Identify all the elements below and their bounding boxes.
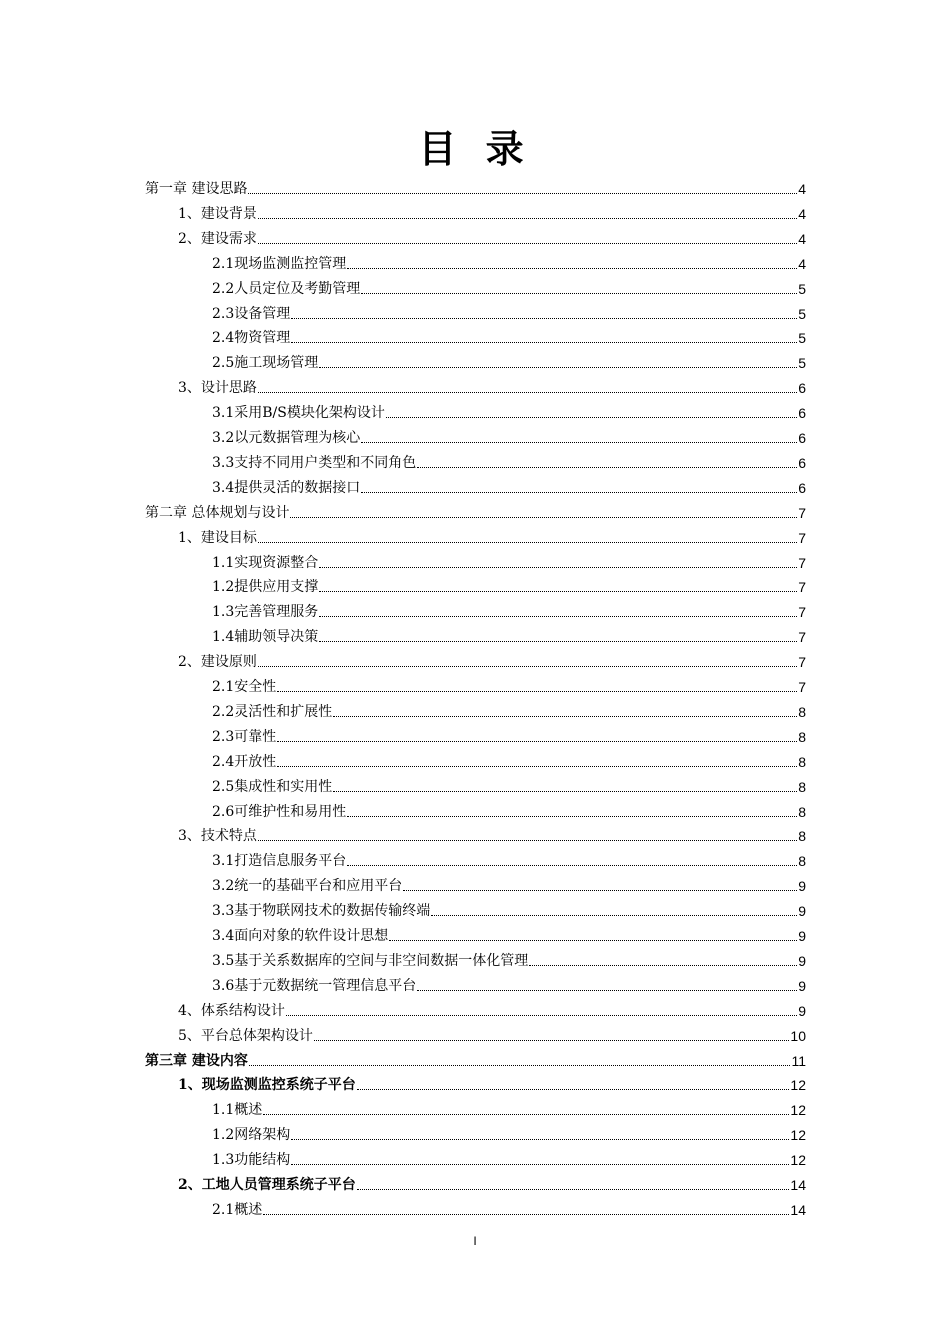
toc-entry-page-number: 8 bbox=[798, 753, 806, 770]
toc-entry[interactable] bbox=[145, 498, 806, 522]
toc-entry[interactable] bbox=[178, 523, 806, 547]
dot-leader bbox=[357, 1189, 790, 1190]
toc-entry[interactable] bbox=[178, 1170, 806, 1194]
toc-entry-page-number: 8 bbox=[798, 828, 806, 845]
toc-entry-label: 1.3完善管理服务 bbox=[212, 604, 319, 621]
toc-entry[interactable] bbox=[178, 373, 806, 397]
dot-leader bbox=[319, 567, 797, 568]
toc-entry-page-number: 8 bbox=[798, 778, 806, 795]
toc-entry-page-number: 8 bbox=[798, 803, 806, 820]
toc-entry-page-number: 4 bbox=[798, 255, 806, 272]
toc-entry-page-number: 8 bbox=[798, 728, 806, 745]
toc-entry[interactable] bbox=[178, 199, 806, 223]
toc-entry-label: 2.2灵活性和扩展性 bbox=[212, 703, 333, 720]
toc-entry[interactable] bbox=[212, 1145, 806, 1169]
toc-entry-page-number: 6 bbox=[798, 454, 806, 471]
toc-entry[interactable] bbox=[212, 772, 806, 796]
toc-entry-page-number: 6 bbox=[798, 430, 806, 446]
dot-leader bbox=[291, 1139, 789, 1140]
toc-entry-page-number: 5 bbox=[798, 330, 806, 347]
dot-leader bbox=[263, 1214, 789, 1215]
dot-leader bbox=[333, 716, 797, 717]
toc-entry[interactable] bbox=[212, 398, 806, 422]
toc-entry-page-number: 9 bbox=[798, 952, 806, 969]
toc-entry[interactable] bbox=[212, 971, 806, 995]
toc-entry-label: 5、平台总体架构设计 bbox=[178, 1027, 313, 1044]
toc-entry-page-number: 10 bbox=[790, 1027, 806, 1044]
toc-entry[interactable] bbox=[212, 423, 806, 447]
toc-entry-label: 2、建设需求 bbox=[178, 230, 257, 247]
dot-leader bbox=[319, 591, 797, 592]
toc-entry[interactable] bbox=[212, 921, 806, 945]
toc-entry-page-number: 7 bbox=[798, 504, 806, 521]
toc-entry-label: 第二章 总体规划与设计 bbox=[145, 504, 290, 521]
toc-entry-page-number: 6 bbox=[798, 380, 806, 397]
toc-entry-label: 3、设计思路 bbox=[178, 380, 257, 397]
toc-entry-page-number: 7 bbox=[798, 529, 806, 546]
toc-entry-page-number: 7 bbox=[798, 604, 806, 621]
toc-entry-page-number: 11 bbox=[791, 1052, 806, 1069]
dot-leader bbox=[529, 965, 797, 966]
dot-leader bbox=[389, 940, 797, 941]
toc-entry-page-number: 12 bbox=[790, 1127, 806, 1144]
dot-leader bbox=[258, 542, 797, 543]
toc-entry-label: 3.3支持不同用户类型和不同角色 bbox=[212, 454, 417, 471]
toc-entry-page-number: 4 bbox=[798, 181, 806, 197]
toc-entry-page-number: 7 bbox=[798, 679, 806, 695]
toc-entry[interactable] bbox=[212, 747, 806, 771]
toc-entry-label: 1.1实现资源整合 bbox=[212, 554, 319, 571]
toc-entry-label: 3.6基于元数据统一管理信息平台 bbox=[212, 977, 417, 994]
toc-entry[interactable] bbox=[178, 224, 806, 248]
toc-entry-page-number: 14 bbox=[790, 1201, 806, 1218]
toc-entry-page-number: 9 bbox=[798, 928, 806, 944]
toc-entry-label: 2.2人员定位及考勤管理 bbox=[212, 280, 361, 297]
dot-leader bbox=[258, 218, 797, 219]
toc-entry[interactable] bbox=[212, 323, 806, 347]
toc-entry-page-number: 12 bbox=[790, 1152, 806, 1169]
toc-entry-page-number: 9 bbox=[798, 903, 806, 920]
toc-entry[interactable] bbox=[212, 299, 806, 323]
toc-entry-page-number: 6 bbox=[798, 479, 806, 496]
dot-leader bbox=[361, 442, 797, 443]
toc-entry-label: 第一章 建设思路 bbox=[145, 181, 248, 197]
toc-entry-page-number: 7 bbox=[798, 554, 806, 571]
dot-leader bbox=[291, 342, 797, 343]
toc-entry[interactable] bbox=[212, 697, 806, 721]
dot-leader bbox=[290, 517, 797, 518]
toc-entry-label: 2.1概述 bbox=[212, 1201, 263, 1218]
dot-leader bbox=[333, 791, 797, 792]
toc-entry-page-number: 7 bbox=[798, 629, 806, 646]
toc-entry-page-number: 12 bbox=[790, 1077, 806, 1094]
toc-entry-label: 1.3功能结构 bbox=[212, 1152, 291, 1169]
toc-entry-page-number: 9 bbox=[798, 878, 806, 895]
toc-entry-label: 2.4物资管理 bbox=[212, 330, 291, 347]
toc-entry[interactable] bbox=[212, 871, 806, 895]
toc-entry-label: 3.3基于物联网技术的数据传输终端 bbox=[212, 903, 431, 920]
toc-entry[interactable] bbox=[178, 647, 806, 671]
dot-leader bbox=[417, 990, 797, 991]
toc-entry-page-number: 7 bbox=[798, 654, 806, 671]
toc-entry[interactable] bbox=[145, 1046, 806, 1070]
toc-entry-page-number: 12 bbox=[790, 1102, 806, 1119]
toc-entry[interactable] bbox=[212, 672, 806, 696]
dot-leader bbox=[248, 193, 797, 194]
toc-entry-page-number: 9 bbox=[798, 977, 806, 994]
toc-entry[interactable] bbox=[212, 846, 806, 870]
toc-entry-label: 3.5基于关系数据库的空间与非空间数据一体化管理 bbox=[212, 952, 529, 969]
dot-leader bbox=[361, 492, 797, 493]
dot-leader bbox=[361, 293, 797, 294]
dot-leader bbox=[386, 417, 797, 418]
toc-entry-label: 2.4开放性 bbox=[212, 753, 277, 770]
toc-entry-label: 1.2提供应用支撑 bbox=[212, 579, 319, 596]
toc-entry[interactable] bbox=[212, 1195, 806, 1219]
toc-entry[interactable] bbox=[145, 174, 806, 198]
toc-entry-page-number: 8 bbox=[798, 853, 806, 870]
toc-entry-label: 1.2网络架构 bbox=[212, 1127, 291, 1144]
toc-entry-label: 3.2以元数据管理为核心 bbox=[212, 430, 361, 446]
dot-leader bbox=[277, 691, 797, 692]
toc-entry-page-number: 4 bbox=[798, 205, 806, 222]
toc-entry-label: 2.1安全性 bbox=[212, 679, 277, 695]
toc-entry-page-number: 8 bbox=[798, 703, 806, 720]
dot-leader bbox=[291, 1164, 789, 1165]
toc-entry-label: 2.3可靠性 bbox=[212, 728, 277, 745]
toc-entry[interactable] bbox=[212, 797, 806, 821]
dot-leader bbox=[277, 766, 797, 767]
dot-leader bbox=[431, 915, 797, 916]
toc-entry-label: 3.2统一的基础平台和应用平台 bbox=[212, 878, 403, 895]
toc-entry-label: 4、体系结构设计 bbox=[178, 1002, 285, 1019]
toc-entry-label: 2、建设原则 bbox=[178, 654, 257, 671]
toc-entry-label: 1.4辅助领导决策 bbox=[212, 629, 319, 646]
toc-entry[interactable] bbox=[212, 348, 806, 372]
dot-leader bbox=[417, 467, 797, 468]
toc-entry-page-number: 4 bbox=[798, 230, 806, 247]
toc-entry[interactable] bbox=[212, 448, 806, 472]
toc-entry[interactable] bbox=[212, 274, 806, 298]
dot-leader bbox=[258, 840, 797, 841]
toc-entry-label: 1.1概述 bbox=[212, 1102, 263, 1119]
dot-leader bbox=[319, 641, 797, 642]
toc-entry[interactable] bbox=[212, 1120, 806, 1144]
page-number-footer: I bbox=[473, 1234, 477, 1248]
toc-entry[interactable] bbox=[212, 722, 806, 746]
toc-entry-label: 3.1打造信息服务平台 bbox=[212, 853, 347, 870]
dot-leader bbox=[277, 741, 797, 742]
toc-entry[interactable] bbox=[178, 996, 806, 1020]
dot-leader bbox=[319, 367, 797, 368]
toc-entry-label: 1、建设目标 bbox=[178, 529, 257, 546]
toc-entry-label: 2.1现场监测监控管理 bbox=[212, 255, 347, 272]
toc-entry-label: 3.1采用B/S模块化架构设计 bbox=[212, 405, 385, 422]
toc-entry[interactable] bbox=[212, 249, 806, 273]
toc-entry-label: 3.4面向对象的软件设计思想 bbox=[212, 928, 389, 944]
toc-entry-page-number: 5 bbox=[798, 355, 806, 372]
toc-entry[interactable] bbox=[212, 597, 806, 621]
dot-leader bbox=[258, 243, 797, 244]
dot-leader bbox=[249, 1065, 791, 1066]
toc-entry-page-number: 5 bbox=[798, 280, 806, 297]
toc-entry-page-number: 14 bbox=[790, 1177, 806, 1193]
toc-entry-label: 1、建设背景 bbox=[178, 205, 257, 222]
toc-entry-label: 1、现场监测监控系统子平台 bbox=[178, 1077, 356, 1094]
toc-entry-label: 2.3设备管理 bbox=[212, 305, 291, 322]
dot-leader bbox=[286, 1015, 797, 1016]
dot-leader bbox=[357, 1089, 790, 1090]
dot-leader bbox=[258, 666, 797, 667]
dot-leader bbox=[258, 392, 797, 393]
toc-entry[interactable] bbox=[212, 572, 806, 596]
dot-leader bbox=[314, 1040, 790, 1041]
toc-entry-label: 第三章 建设内容 bbox=[145, 1052, 248, 1069]
toc-entry-page-number: 9 bbox=[798, 1002, 806, 1019]
toc-entry[interactable] bbox=[212, 1095, 806, 1119]
toc-entry[interactable] bbox=[178, 1070, 806, 1094]
toc-entry-label: 3.4提供灵活的数据接口 bbox=[212, 479, 361, 496]
toc-entry-label: 2、工地人员管理系统子平台 bbox=[178, 1177, 356, 1193]
toc-entry[interactable] bbox=[212, 946, 806, 970]
dot-leader bbox=[347, 865, 797, 866]
toc-entry-page-number: 6 bbox=[798, 405, 806, 422]
toc-entry[interactable] bbox=[212, 896, 806, 920]
dot-leader bbox=[291, 318, 797, 319]
toc-entry[interactable] bbox=[212, 548, 806, 572]
dot-leader bbox=[263, 1114, 789, 1115]
toc-entry-page-number: 5 bbox=[798, 305, 806, 322]
toc-entry-label: 2.5集成性和实用性 bbox=[212, 778, 333, 795]
dot-leader bbox=[403, 890, 797, 891]
toc-entry-label: 3、技术特点 bbox=[178, 828, 257, 845]
toc-entry-page-number: 7 bbox=[798, 579, 806, 596]
dot-leader bbox=[347, 816, 797, 817]
dot-leader bbox=[347, 268, 797, 269]
toc-entry-label: 2.5施工现场管理 bbox=[212, 355, 319, 372]
toc-title: 目 录 bbox=[418, 127, 532, 171]
toc-entry-label: 2.6可维护性和易用性 bbox=[212, 803, 347, 820]
toc-entry[interactable] bbox=[212, 622, 806, 646]
dot-leader bbox=[319, 616, 797, 617]
toc-entry[interactable] bbox=[178, 1021, 806, 1045]
toc-entry[interactable] bbox=[178, 821, 806, 845]
toc-entry[interactable] bbox=[212, 473, 806, 497]
